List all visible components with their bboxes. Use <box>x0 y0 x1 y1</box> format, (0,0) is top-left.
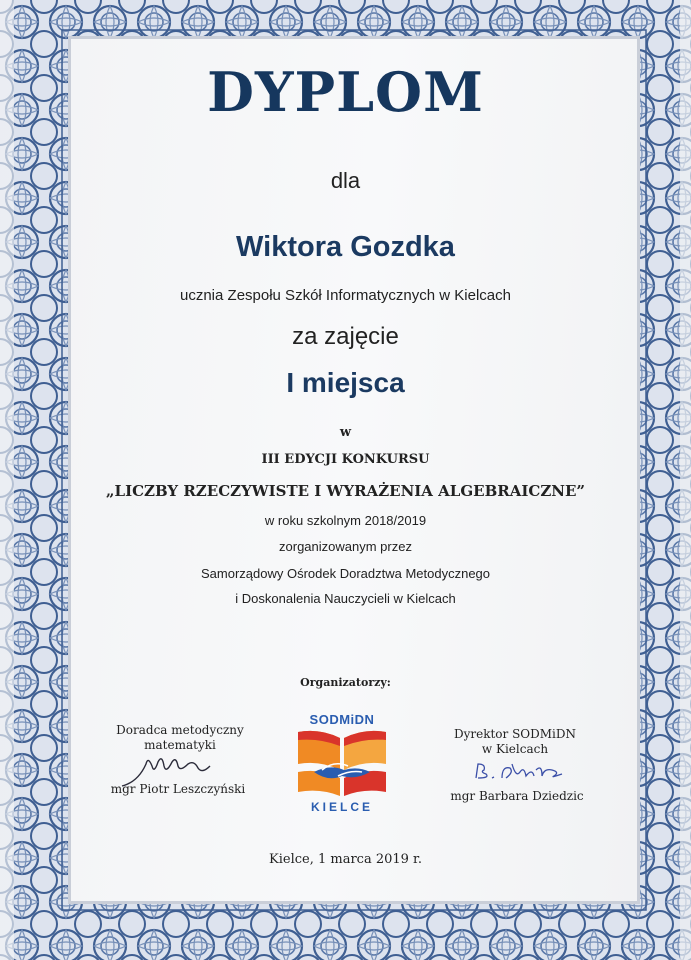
for-achieving-label: za zajęcie <box>292 323 399 350</box>
logo-top-text: SODMiDN <box>309 712 375 727</box>
left-signatory-role-2: matematyki <box>144 738 216 752</box>
organizers-label: Organizatorzy: <box>300 676 391 689</box>
left-signatory-role-1: Doradca metodyczny <box>116 723 244 737</box>
contest-edition: III EDYCJI KONKURSU <box>261 452 430 467</box>
organiser-line-1: Samorządowy Ośrodek Doradztwa Metodycznego <box>200 566 491 581</box>
diploma-title: DYPLOM <box>207 60 484 124</box>
award-place: I miejsca <box>286 367 405 398</box>
right-signatory-role-2: w Kielcach <box>481 742 549 756</box>
sodmidn-logo <box>292 710 392 814</box>
school-year: w roku szkolnym 2018/2019 <box>264 513 427 528</box>
place-and-date: Kielce, 1 marca 2019 r. <box>269 852 422 867</box>
in-label: w <box>339 425 352 440</box>
right-signatory-role-1: Dyrektor SODMiDN <box>453 727 577 741</box>
right-signature <box>472 760 568 784</box>
contest-name: „LICZBY RZECZYWISTE I WYRAŻENIA ALGEBRAICZNE” <box>105 482 586 500</box>
for-label: dla <box>330 168 361 193</box>
recipient-school: ucznia Zespołu Szkół Informatycznych w Kielcach <box>180 287 511 304</box>
logo-bottom-text: KIELCE <box>310 800 374 814</box>
organised-by-label: zorganizowanym przez <box>279 539 412 554</box>
right-signatory-name: mgr Barbara Dziedzic <box>450 789 584 803</box>
organiser-line-2: i Doskonalenia Nauczycieli w Kielcach <box>235 591 456 606</box>
left-signatory-name: mgr Piotr Leszczyński <box>110 782 246 796</box>
recipient-name: Wiktora Gozdka <box>236 231 455 263</box>
